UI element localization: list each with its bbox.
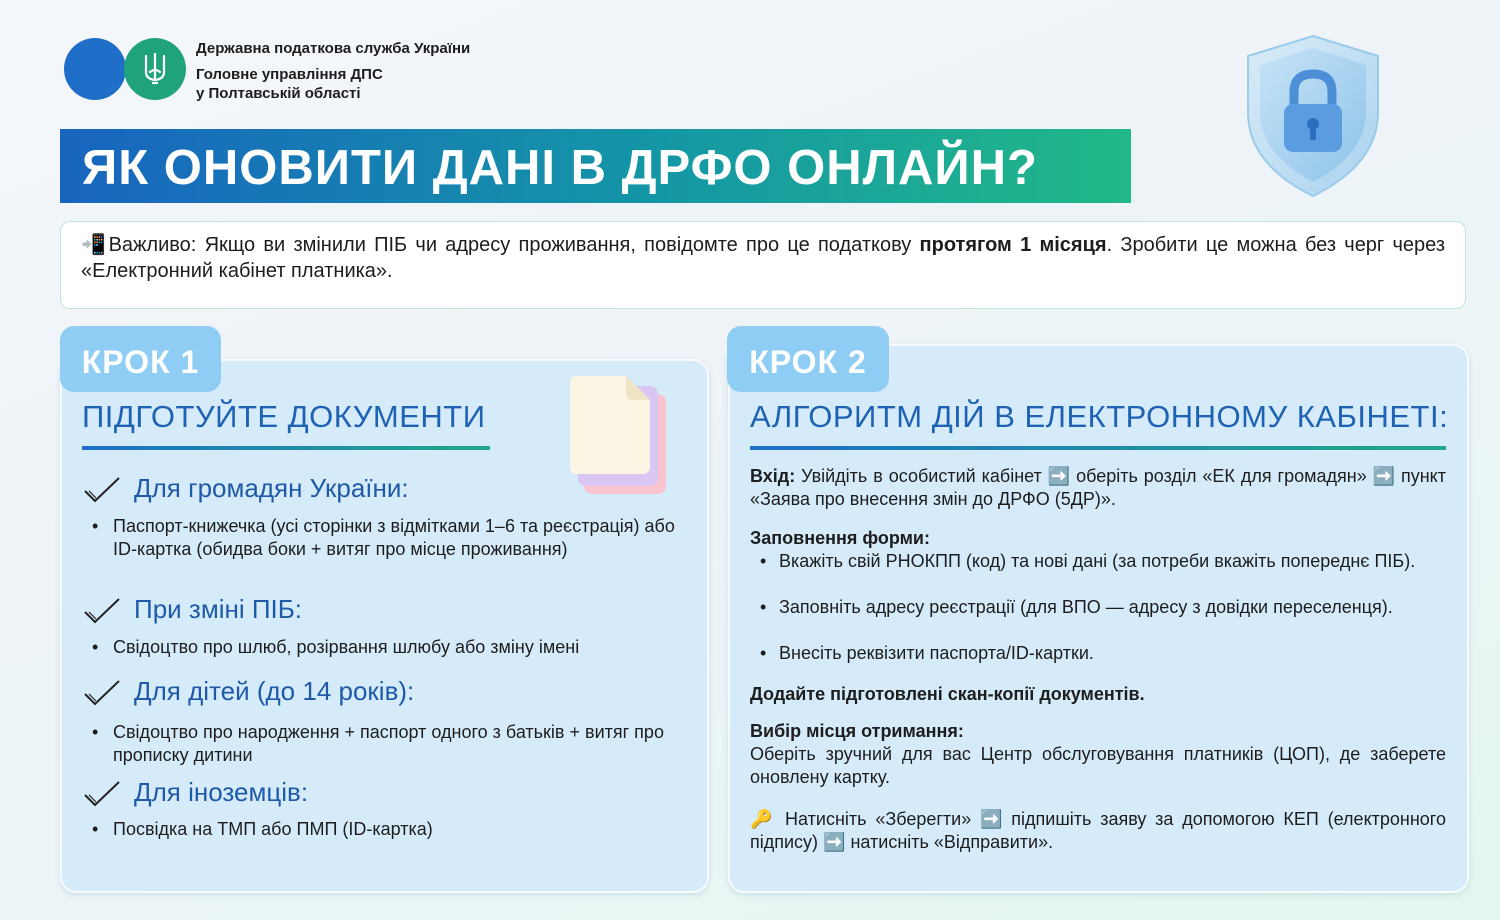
shield-lock-icon [1238, 32, 1388, 200]
documents-stack-icon [570, 372, 670, 498]
section-title: Для дітей (до 14 років): [134, 676, 415, 706]
note-prefix: 📲Важливо: Якщо ви змінили ПІБ чи адресу проживання, повідомте про це податкову [81, 234, 920, 256]
trident-icon [142, 52, 168, 86]
note-suffix: . Зробити це можна без черг через «Електронний кабінет платника». [81, 234, 1445, 282]
entry-instructions [750, 465, 1446, 511]
page-title: ЯК ОНОВИТИ ДАНІ В ДРФО ОНЛАЙН? [82, 141, 1038, 195]
list-item: • Свідоцтво про народження + паспорт одного з батьків + витяг про прописку дитини [92, 721, 692, 767]
section-citizens [82, 473, 409, 505]
logo-blue-circle [64, 38, 126, 100]
org-line-1: Державна податкова служба України [196, 40, 471, 57]
list-item-text: Свідоцтво про шлюб, розірвання шлюбу або зміну імені [113, 637, 580, 657]
dps-logo-icon [64, 38, 186, 100]
form-label-text: Заповнення форми: [750, 528, 930, 548]
list-item-text: Посвідка на ТМП або ПМП (ID-картка) [113, 819, 433, 839]
section-title: Для громадян України: [134, 473, 409, 503]
list-item-text: Внесіть реквізити паспорта/ID-картки. [779, 643, 1094, 663]
place-text: Оберіть зручний для вас Центр обслуговування платників (ЦОП), де заберете оновлену картку. [750, 744, 1446, 787]
entry-label: Вхід: [750, 466, 796, 486]
step1-heading: ПІДГОТУЙТЕ ДОКУМЕНТИ [82, 399, 486, 434]
list-item: • Заповніть адресу реєстрації (для ВПО — адресу з довідки переселенця). [760, 596, 1446, 619]
checkmark-icon [82, 596, 122, 626]
checkmark-icon [82, 779, 122, 809]
place-label: Вибір місця отримання: [750, 721, 964, 741]
section-foreigners [82, 777, 308, 809]
org-line-2: Головне управління ДПС [196, 66, 383, 83]
list-item: • Внесіть реквізити паспорта/ID-картки. [760, 642, 1446, 665]
step2-heading: АЛГОРИТМ ДІЙ В ЕЛЕКТРОННОМУ КАБІНЕТІ: [750, 399, 1449, 434]
list-item: • Вкажіть свій РНОКПП (код) та нові дані (за потреби вкажіть попереднє ПІБ). [760, 550, 1446, 573]
final-text: 🔑 Натисніть «Зберегти» ➡️ підпишіть заяву за допомогою КЕП (електронного підпису) ➡️ натисніть «Відправити». [750, 809, 1446, 852]
entry-text: Увійдіть в особистий кабінет ➡️ оберіть розділ «ЕК для громадян» ➡️ пункт «Заява про внесення змін до ДРФО (5ДР)». [750, 466, 1446, 509]
attach-text: Додайте підготовлені скан-копії документів. [750, 684, 1145, 704]
list-item-text: Свідоцтво про народження + паспорт одного з батьків + витяг про прописку дитини [113, 722, 664, 765]
title-banner [60, 129, 1131, 203]
organization-name [196, 38, 470, 104]
checkmark-icon [82, 475, 122, 505]
section-title: Для іноземців: [134, 777, 309, 807]
org-line-3: у Полтавській області [196, 85, 361, 102]
list-item: • Свідоцтво про шлюб, розірвання шлюбу або зміну імені [92, 636, 692, 659]
step2-underline [750, 446, 1446, 450]
list-item-text: Заповніть адресу реєстрації (для ВПО — адресу з довідки переселенця). [779, 597, 1393, 617]
note-deadline: протягом 1 місяця [919, 234, 1107, 256]
attach-instruction [750, 683, 1446, 706]
place-selection [750, 720, 1446, 789]
list-item-text: Паспорт-книжечка (усі сторінки з відмітками 1–6 та реєстрація) або ID-картка (обидва боки + витяг про місце проживання) [113, 516, 675, 559]
section-title: При зміні ПІБ: [134, 594, 303, 624]
step1-underline [82, 446, 490, 450]
important-note [60, 221, 1466, 309]
list-item: • Паспорт-книжечка (усі сторінки з відмітками 1–6 та реєстрація) або ID-картка (обидва боки + витяг про місце проживання) [92, 515, 692, 561]
section-children [82, 676, 414, 708]
checkmark-icon [82, 678, 122, 708]
step1-tab: КРОК 1 [60, 326, 221, 392]
final-steps [750, 808, 1446, 854]
form-label [750, 527, 1446, 550]
section-name-change [82, 594, 302, 626]
step2-tab: КРОК 2 [727, 326, 889, 392]
list-item: • Посвідка на ТМП або ПМП (ID-картка) [92, 818, 692, 841]
list-item-text: Вкажіть свій РНОКПП (код) та нові дані (за потреби вкажіть попереднє ПІБ). [779, 551, 1416, 571]
